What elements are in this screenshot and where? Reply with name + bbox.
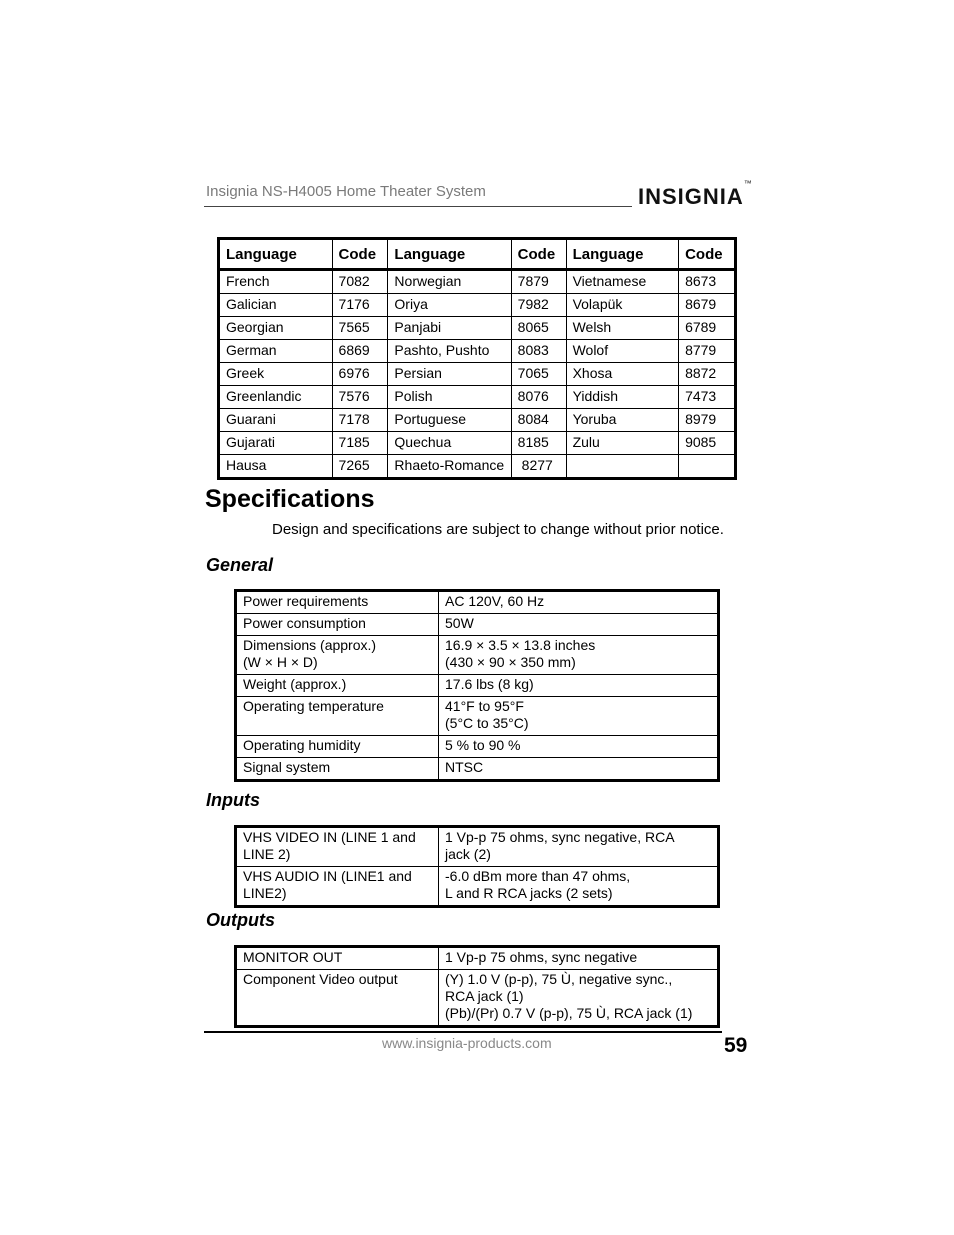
table-row <box>236 947 719 970</box>
table-cell: German <box>219 340 333 363</box>
text-line: (Y) 1.0 V (p-p), 75 Ù, negative sync., <box>445 971 673 987</box>
table-cell: Quechua <box>388 432 511 455</box>
text-line: 41°F to 95°F <box>445 698 524 714</box>
table-cell: 8679 <box>679 294 736 317</box>
language-code-table <box>217 237 737 480</box>
text-line: L and R RCA jacks (2 sets) <box>445 885 613 901</box>
text-line: RCA jack (1) <box>445 988 524 1004</box>
inputs-spec-table <box>234 825 720 908</box>
text-line: Operating temperature <box>243 698 384 714</box>
table-cell: Rhaeto-Romance <box>388 455 511 479</box>
spec-label <box>236 947 439 970</box>
header-rule <box>204 206 632 207</box>
text-line: LINE 2) <box>243 846 291 862</box>
table-cell: 7065 <box>511 363 566 386</box>
table-cell: Xhosa <box>566 363 679 386</box>
text-line: Dimensions (approx.) <box>243 637 377 653</box>
table-cell: 7982 <box>511 294 566 317</box>
text-line: VHS VIDEO IN (LINE 1 and <box>243 829 416 845</box>
table-cell: 8065 <box>511 317 566 340</box>
table-cell: Hausa <box>219 455 333 479</box>
text-line: VHS AUDIO IN (LINE1 and <box>243 868 412 884</box>
table-cell: 8673 <box>679 270 736 294</box>
inputs-heading: Inputs <box>206 790 260 810</box>
table-cell: 7082 <box>332 270 388 294</box>
spec-label <box>236 636 439 675</box>
table-row <box>219 455 736 479</box>
spec-value <box>439 970 719 1027</box>
page-number: 59 <box>724 1034 748 1057</box>
table-cell: Welsh <box>566 317 679 340</box>
column-header: Language <box>566 239 679 270</box>
table-row <box>219 317 736 340</box>
text-line: 1 Vp-p 75 ohms, sync negative, RCA <box>445 829 675 845</box>
spec-label <box>236 614 439 636</box>
table-row <box>236 867 719 907</box>
text-line: (430 × 90 × 350 mm) <box>445 654 576 670</box>
table-cell: 8277 <box>511 455 566 479</box>
table-cell: 7176 <box>332 294 388 317</box>
spec-value <box>439 697 719 736</box>
table-cell: 7576 <box>332 386 388 409</box>
table-cell: 8185 <box>511 432 566 455</box>
spec-value <box>439 947 719 970</box>
table-cell: 6976 <box>332 363 388 386</box>
text-line: 17.6 lbs (8 kg) <box>445 676 534 692</box>
table-row <box>236 591 719 614</box>
table-cell: Yoruba <box>566 409 679 432</box>
table-row <box>219 432 736 455</box>
table-row <box>236 636 719 675</box>
text-line: Weight (approx.) <box>243 676 347 692</box>
table-cell: Greek <box>219 363 333 386</box>
table-cell: Wolof <box>566 340 679 363</box>
text-line: NTSC <box>445 759 484 775</box>
outputs-spec-table <box>234 945 720 1028</box>
text-line: Power requirements <box>243 593 369 609</box>
table-row <box>219 386 736 409</box>
table-cell: Gujarati <box>219 432 333 455</box>
spec-value <box>439 736 719 758</box>
table-cell: Galician <box>219 294 333 317</box>
text-line: 1 Vp-p 75 ohms, sync negative <box>445 949 638 965</box>
table-row <box>236 697 719 736</box>
table-row <box>236 827 719 867</box>
spec-label <box>236 827 439 867</box>
general-spec-table <box>234 589 720 782</box>
table-cell: Guarani <box>219 409 333 432</box>
column-header: Code <box>679 239 736 270</box>
text-line: Signal system <box>243 759 331 775</box>
table-cell: Zulu <box>566 432 679 455</box>
table-row <box>236 675 719 697</box>
table-cell: Persian <box>388 363 511 386</box>
header-title: Insignia NS-H4005 Home Theater System <box>206 183 486 200</box>
spec-label <box>236 591 439 614</box>
table-cell: Greenlandic <box>219 386 333 409</box>
spec-label <box>236 867 439 907</box>
text-line: Power consumption <box>243 615 366 631</box>
table-row <box>236 970 719 1027</box>
table-cell: Norwegian <box>388 270 511 294</box>
table-cell: 7565 <box>332 317 388 340</box>
table-cell: 7185 <box>332 432 388 455</box>
table-cell: Yiddish <box>566 386 679 409</box>
column-header: Language <box>219 239 333 270</box>
table-cell: French <box>219 270 333 294</box>
outputs-heading: Outputs <box>206 910 275 930</box>
spec-value <box>439 591 719 614</box>
footer-rule <box>204 1031 722 1033</box>
text-line: Operating humidity <box>243 737 361 753</box>
table-cell: 7473 <box>679 386 736 409</box>
table-cell: 8979 <box>679 409 736 432</box>
table-row <box>236 758 719 781</box>
spec-value <box>439 614 719 636</box>
table-cell: 6789 <box>679 317 736 340</box>
text-line: 5 % to 90 % <box>445 737 521 753</box>
column-header: Code <box>332 239 388 270</box>
table-cell <box>566 455 679 479</box>
table-cell: Polish <box>388 386 511 409</box>
table-row <box>236 614 719 636</box>
spec-label <box>236 758 439 781</box>
insignia-logo: INSIGNIA™ <box>638 178 753 209</box>
text-line: (5°C to 35°C) <box>445 715 529 731</box>
table-row <box>219 363 736 386</box>
table-cell: Panjabi <box>388 317 511 340</box>
table-cell: Vietnamese <box>566 270 679 294</box>
text-line: (Pb)/(Pr) 0.7 V (p-p), 75 Ù, RCA jack (1) <box>445 1005 693 1021</box>
spec-value <box>439 675 719 697</box>
text-line: jack (2) <box>445 846 491 862</box>
table-cell: Oriya <box>388 294 511 317</box>
spec-label <box>236 697 439 736</box>
spec-label <box>236 675 439 697</box>
notice-text: Design and specifications are subject to change without prior notice. <box>272 521 724 538</box>
column-header: Language <box>388 239 511 270</box>
table-cell: 8083 <box>511 340 566 363</box>
text-line: AC 120V, 60 Hz <box>445 593 545 609</box>
table-cell: 8872 <box>679 363 736 386</box>
spec-label <box>236 736 439 758</box>
table-row <box>219 340 736 363</box>
table-row <box>219 270 736 294</box>
table-cell: Georgian <box>219 317 333 340</box>
column-header: Code <box>511 239 566 270</box>
table-cell: Volapük <box>566 294 679 317</box>
spec-value <box>439 827 719 867</box>
table-cell: 6869 <box>332 340 388 363</box>
text-line: -6.0 dBm more than 47 ohms, <box>445 868 631 884</box>
footer-url[interactable]: www.insignia-products.com <box>382 1035 552 1051</box>
table-cell: Pashto, Pushto <box>388 340 511 363</box>
table-cell: 7879 <box>511 270 566 294</box>
spec-value <box>439 758 719 781</box>
general-heading: General <box>206 555 274 575</box>
spec-label <box>236 970 439 1027</box>
spec-value <box>439 636 719 675</box>
table-cell: Portuguese <box>388 409 511 432</box>
table-cell: 8076 <box>511 386 566 409</box>
table-row <box>219 294 736 317</box>
text-line: (W × H × D) <box>243 654 318 670</box>
table-cell: 8084 <box>511 409 566 432</box>
language-table-body <box>219 270 736 479</box>
table-cell: 8779 <box>679 340 736 363</box>
text-line: Component Video output <box>243 971 398 987</box>
table-cell: 7178 <box>332 409 388 432</box>
table-cell: 7265 <box>332 455 388 479</box>
text-line: MONITOR OUT <box>243 949 343 965</box>
spec-value <box>439 867 719 907</box>
text-line: 16.9 × 3.5 × 13.8 inches <box>445 637 596 653</box>
table-cell: 9085 <box>679 432 736 455</box>
text-line: LINE2) <box>243 885 287 901</box>
text-line: 50W <box>445 615 474 631</box>
table-cell <box>679 455 736 479</box>
section-title: Specifications <box>205 485 375 513</box>
table-row <box>219 409 736 432</box>
table-row <box>236 736 719 758</box>
